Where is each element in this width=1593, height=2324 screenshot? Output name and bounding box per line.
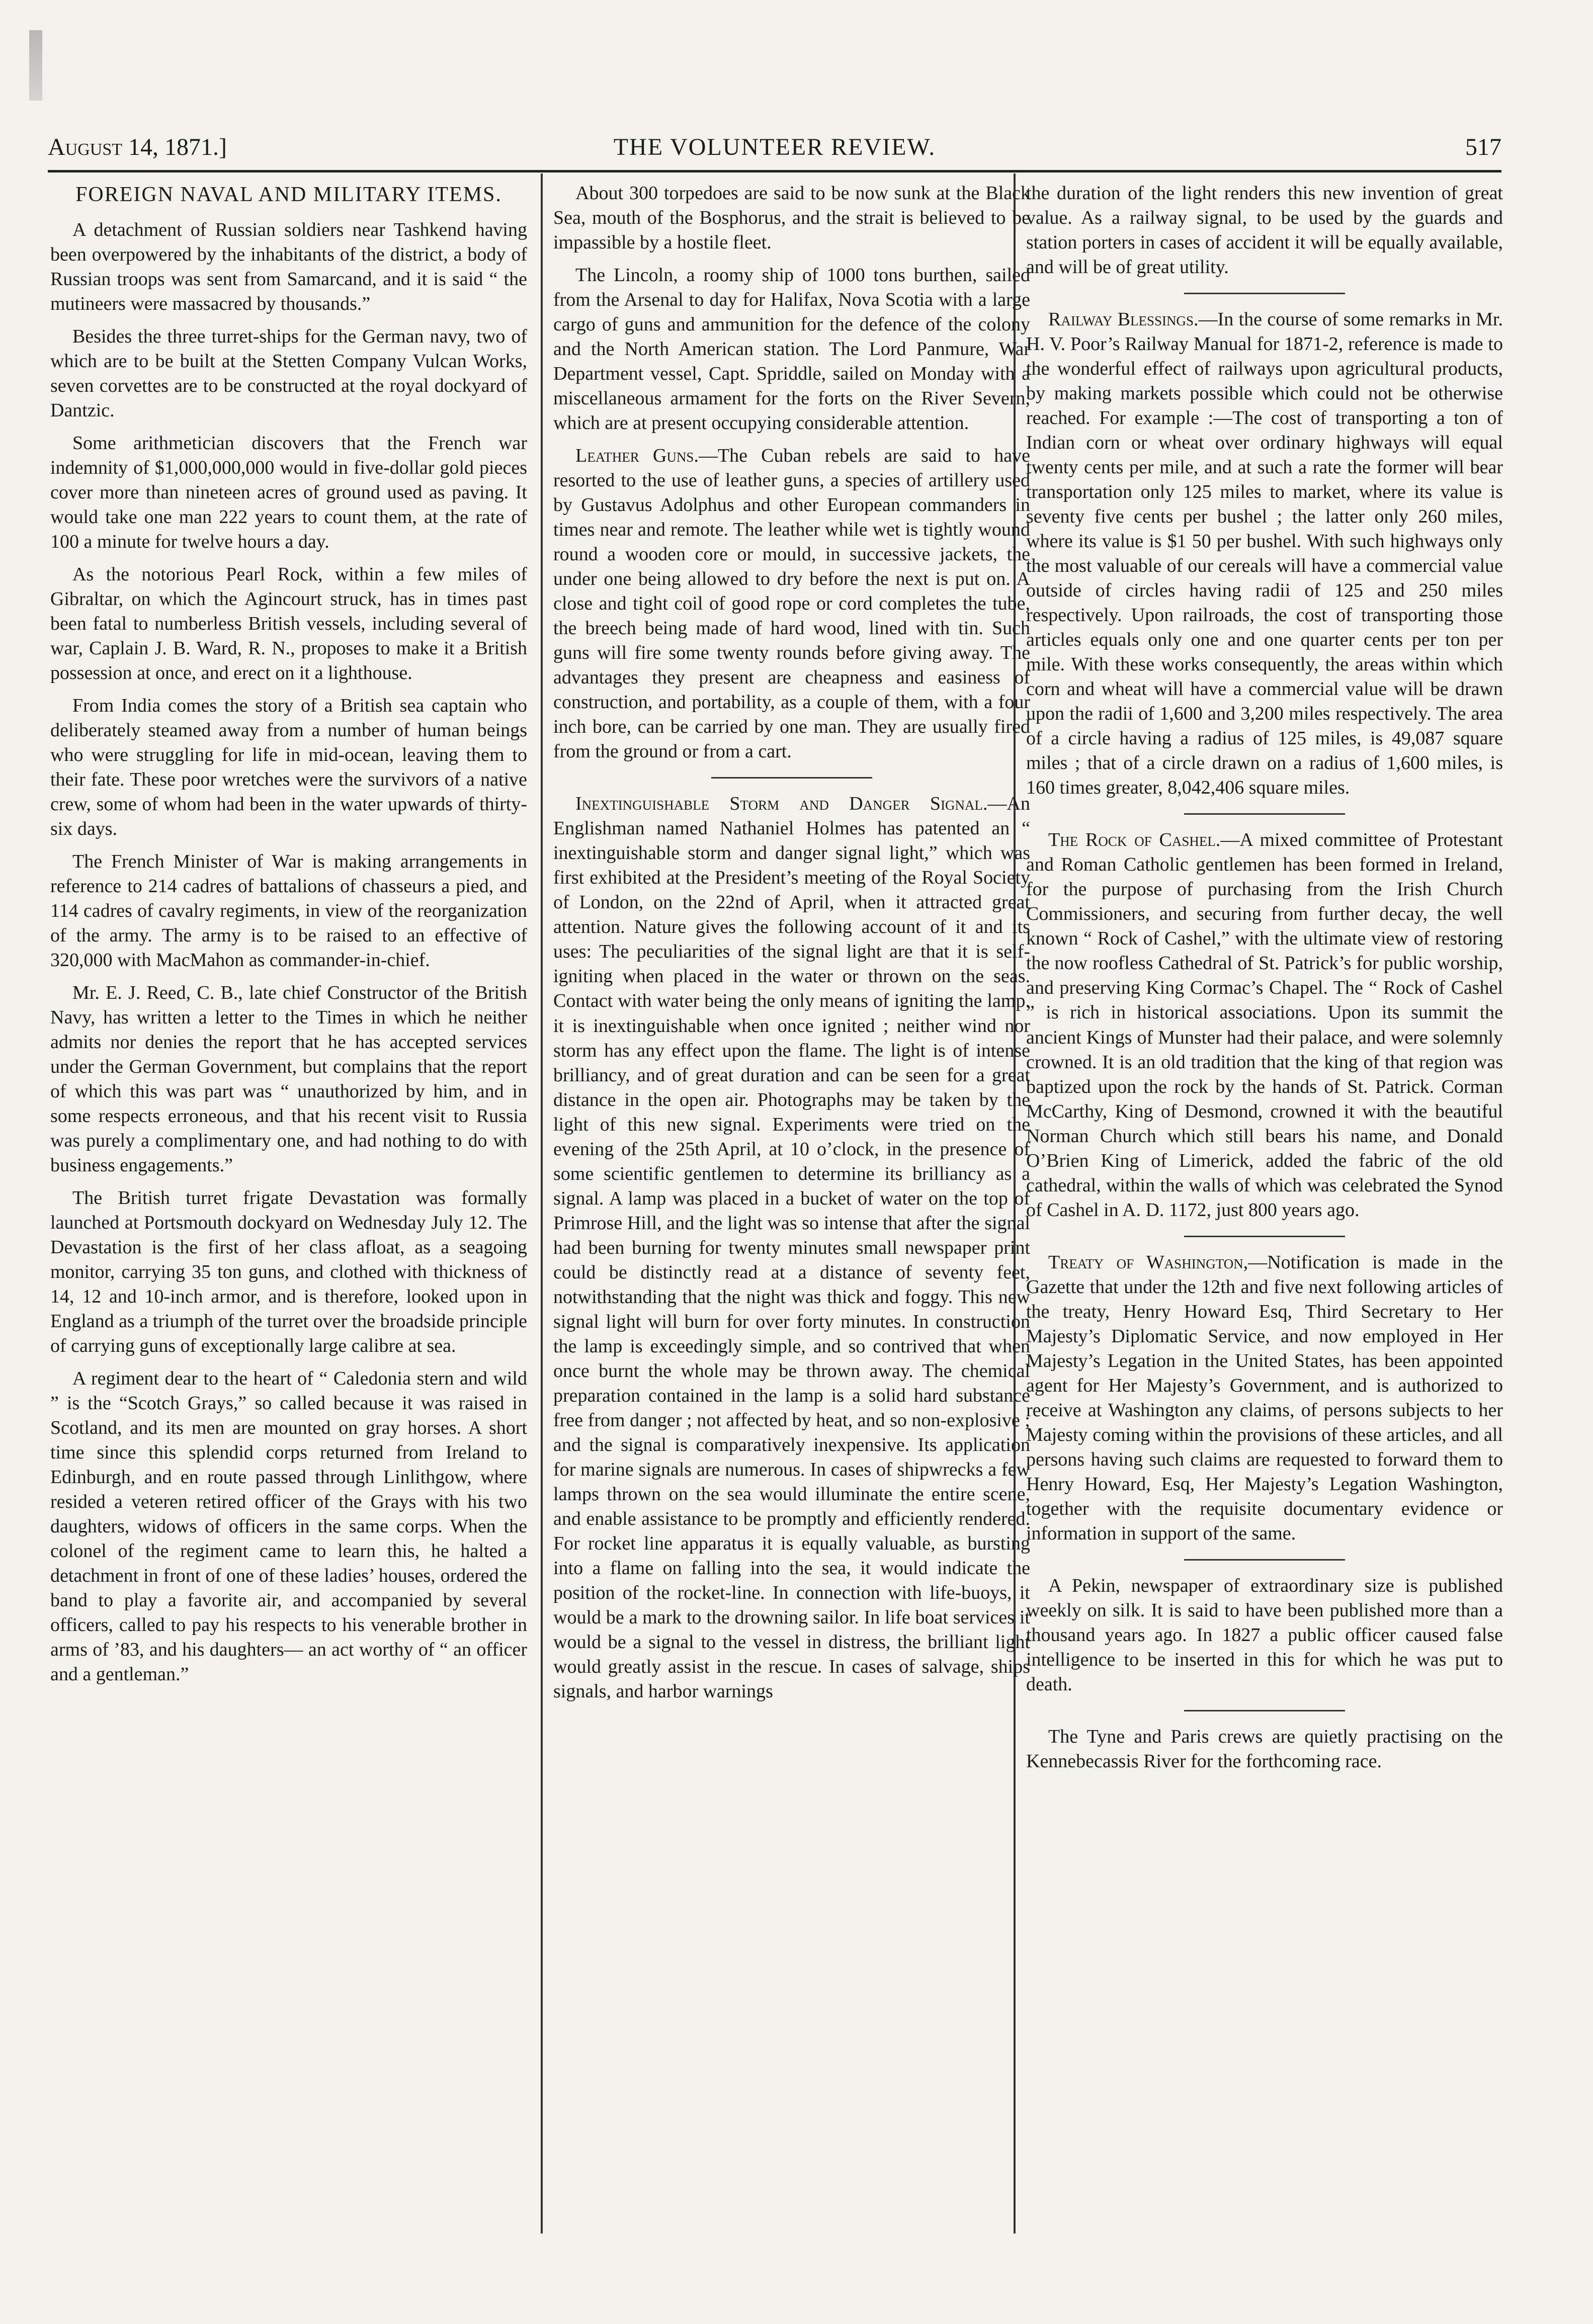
article-paragraph: From India comes the story of a British sea captain who deliberately steamed away from a number of human beings who were struggling for life in mid-ocean, leaving them to their fate. These poor wretches were the survivors of a native crew, some of whom had been in the water upwards of thirty-six days. [50, 695, 527, 839]
article-body: —In the course of some remarks in Mr. H. V. Poor’s Railway Manual for 1871-2, reference is made to the wonderful effect of railways upon agricultural products, by making markets possible which could not be otherwise reached. For example :—The cost of transporting a ton of Indian corn or wheat over ordinary highways will equal twenty cents per mile, and at such a rate the former will bear transportation only 125 miles to market, where its value is seventy five cents per bushel ; the latter only 260 miles, where its value is $1 50 per bushel. With such highways only the most valuable of our cereals will have a commercial value outside of circles having radii of 125 and 250 miles respectively. Upon railroads, the cost of transporting those articles equals only one and one quarter cents per ton per mile. With these works consequently, the areas within which corn and wheat will have a commercial value will be drawn upon the radii of 1,600 and 3,200 miles respectively. The area of a circle having a radius of 125 miles, is 49,087 square miles ; that of a circle drawn on a radius of 1,600 miles, is 160 times greater, 8,042,406 square miles. [1026, 309, 1503, 799]
article-body: —A mixed committee of Protestant and Roman Catholic gentlemen has been formed in Ireland, for the purpose of purchasing from the Irish Church Commissioners, and securing from further decay, the well known “ Rock of Cashel,” with the ultimate view of restoring the now roofless Cathedral of St. Patrick’s for public worship, and preserving King Cormac’s Chapel. The “ Rock of Cashel ” is rich in historical associations. Upon its summit the ancient Kings of Munster had their palace, and were solemnly crowned. It is an old tradition that the king of that region was baptized upon the rock by the hands of St. Patrick. Corman McCarthy, King of Desmond, crowned it with the beautiful Norman Church which still bears his name, and Donald O’Brien King of Limerick, added the fabric of the old cathedral, within the walls of which was celebrated the Synod of Cashel in A. D. 1172, just 800 years ago. [1026, 829, 1503, 1221]
article-tyne-paris: The Tyne and Paris crews are quietly practising on the Kennebecassis River for the forthcoming race. [1026, 1726, 1503, 1772]
article-paragraph: As the notorious Pearl Rock, within a few miles of Gibraltar, on which the Agincourt struck, has in times past been fatal to numberless British vessels, including several of war, Caplain J. B. Ward, R. N., proposes to make it a British possession at once, and erect on it a lighthouse. [50, 563, 527, 683]
column-3 [1026, 181, 1503, 2233]
article-body: —An Englishman named Nathaniel Holmes has patented an “ inextinguishable storm and danger signal light,” which was first exhibited at the President’s meeting of the Royal Society of London, on the 22nd of April, when it attracted great attention. Nature gives the following account of it and its uses: The peculiarities of the signal light are that it is self-igniting when placed in the water or thrown on the seas. Contact with water being the only means of igniting the lamp. it is inextinguishable when once ignited ; neither wind nor storm has any effect upon the flame. The light is of intense brilliancy, and of great duration and can be seen for a great distance in the open air. Photographs may be taken by the light of this new signal. Experiments were tried on the evening of the 25th April, at 10 o’clock, in the presence of some scientific gentlemen to determine its brilliancy as a signal. A lamp was placed in a bucket of water on the top of Primrose Hill, and the light was so intense that after the signal had been burning for twenty minutes small newspaper print could be distinctly read at a distance of seventy feet, notwithstanding that the night was thick and foggy. This new signal light will burn for over forty minutes. In construction the lamp is exceedingly simple, and so contrived that when once burnt the whole may be thrown away. The chemical preparation contained in the lamp is a solid hard substance free from danger ; not affected by heat, and so non-explosive ; and the signal is comparatively inexpensive. Its application for marine signals are numerous. In cases of shipwrecks a few lamps thrown on the sea would illuminate the entire scene, and enable assistance to be promptly and efficiently rendered. For rocket line apparatus it is equally valuable, as bursting into a flame on falling into the sea, it would indicate the position of the rocket-line. In connection with life-buoys, it would be a mark to the drowning sailor. In life boat services it would be a signal to the vessel in distress, the brilliant light would greatly assist in the rescue. In cases of salvage, ships signals, and harbor warnings [553, 793, 1030, 1702]
article-separator [1184, 1559, 1345, 1561]
article-storm-signal [553, 792, 1030, 1704]
article-separator [1184, 813, 1345, 815]
article-paragraph: Mr. E. J. Reed, C. B., late chief Constructor of the British Navy, has written a letter to the Times in which he neither admits nor denies the report that he has accepted services under the German Government, but complains that the report of which this was part was “ unauthorized by him, and in some respects erroneous, and that his recent visit to Russia was purely a complimentary one, and had nothing to do with business engagements.” [50, 982, 527, 1176]
article-paragraph: The French Minister of War is making arrangements in reference to 214 cadres of battalions of chasseurs a pied, and 114 cadres of cavalry regiments, in view of the reorganization of the army. The army is to be raised to an effective of 320,000 with MacMahon as commander-in-chief. [50, 850, 527, 971]
article-rock-of-cashel [1026, 828, 1503, 1222]
article-paragraph: Besides the three turret-ships for the German navy, two of which are to be built at the Stetten Company Vulcan Works, seven corvettes are to be constructed at the royal dockyard of Dantzic. [50, 325, 527, 421]
article-pekin: A Pekin, newspaper of extraordinary size is published weekly on silk. It is said to have been published more than a thousand years ago. In 1827 a public officer caused false intelligence to be inserted in this for which he was put to death. [1026, 1575, 1503, 1695]
page-number: 517 [1465, 134, 1501, 160]
article-paragraph: A regiment dear to the heart of “ Caledonia stern and wild ” is the “Scotch Grays,” so called because it was raised in Scotland, and its men are mounted on gray horses. A short time since this splendid corps returned from Ireland to Edinburgh, and en route passed through Linlithgow, where resided a veteren retired officer of the Grays with his two daughters, widows of officers in the same corps. When the colonel of the regiment came to learn this, he halted a detachment in front of one of these ladies’ houses, ordered the band to play a favorite air, and accompanied by several officers, called to pay his respects to his venerable brother in arms of ’83, and his daughters— an act worthy of “ an officer and a gentleman.” [50, 1368, 527, 1685]
column-1 [50, 181, 527, 2233]
article-lead: Leather Guns. [575, 445, 699, 467]
column-2 [553, 181, 1030, 2233]
article-treaty-of-washington [1026, 1250, 1503, 1546]
article-paragraph: About 300 torpedoes are said to be now sunk at the Black Sea, mouth of the Bosphorus, and the strait is believed to be impassible by a hostile fleet. [553, 183, 1030, 253]
article-paragraph: A detachment of Russian soldiers near Tashkend having been overpowered by the inhabitants of the district, a body of Russian troops was sent from Samarcand, and it is said “ the mutineers were massacred by thousands.” [50, 219, 527, 314]
article-lead: The Rock of Cashel. [1048, 829, 1221, 851]
article-continuation: the duration of the light renders this new invention of great value. As a railway signal, to be used by the guards and station porters in cases of accident it will be equally available, and will be of great utility. [1026, 183, 1503, 278]
article-railway-blessings [1026, 307, 1503, 800]
article-paragraph: The Lincoln, a roomy ship of 1000 tons burthen, sailed from the Arsenal to day for Halifax, Nova Scotia with a large cargo of guns and ammunition for the defence of the colony and the North American station. The Lord Panmure, War Department vessel, Capt. Spriddle, sailed on Monday with a miscellaneous armament for the forts on the River Severn, which are at present occupying considerable attention. [553, 265, 1030, 434]
article-separator [1184, 1710, 1345, 1711]
column-divider [541, 174, 543, 2233]
article-lead: Railway Blessings. [1048, 309, 1199, 330]
article-separator [1184, 1236, 1345, 1237]
article-leather-guns [553, 444, 1030, 764]
article-lead: Treaty of Washington, [1048, 1251, 1248, 1273]
article-body: —Notification is made in the Gazette that under the 12th and five next following articles of the treaty, Henry Howard Esq, Third Secretary to Her Majesty’s Diplomatic Service, and now employed in Her Majesty’s Legation in the United States, has been appointed agent for Her Majesty’s Government, and is authorized to receive at Washington any claims, of persons subjects to her Majesty coming within the provisions of these articles, and all persons having such claims are requested to forward them to Henry Howard, Esq, Her Majesty’s Legation Washington, together with the requisite documentary evidence or information in support of the same. [1026, 1251, 1503, 1544]
page-edge-mark [29, 30, 42, 101]
article-separator [711, 777, 872, 779]
issue-date: August 14, 1871.] [48, 134, 227, 160]
section-heading: FOREIGN NAVAL AND MILITARY ITEMS. [75, 183, 502, 206]
page-header [48, 130, 1501, 165]
article-paragraph: The British turret frigate Devastation was formally launched at Portsmouth dockyard on Wednesday July 12. The Devastation is the first of her class afloat, as a seagoing monitor, carrying 35 ton guns, and clothed with thickness of 14, 12 and 10-inch armor, and is therefore, looked upon in England as a triumph of the turret over the broadside principle of carrying guns of exceptionally large calibre at sea. [50, 1187, 527, 1357]
header-rule [48, 170, 1501, 173]
article-body: —The Cuban rebels are said to have resorted to the use of leather guns, a species of artillery used by Gustavus Adolphus and other European commanders in times near and remote. The leather while wet is tightly wound round a wooden core or mould, in successive jackets, the under one being allowed to dry before the next is put on. A close and tight coil of good rope or cord completes the tube, the breech being made of hard wood, lined with tin. Such guns will fire some twenty rounds before giving away. The advantages they present are cheapness and easiness of construction, and portability, as a couple of them, with a four inch bore, can be carried by one man. They are usually fired from the ground or from a cart. [553, 445, 1030, 762]
article-lead: Inextinguishable Storm and Danger Signal. [575, 793, 988, 815]
article-separator [1184, 293, 1345, 294]
newspaper-title: THE VOLUNTEER REVIEW. [613, 134, 936, 160]
article-paragraph: Some arithmetician discovers that the French war indemnity of $1,000,000,000 would in five-dollar gold pieces cover more than nineteen acres of ground used as paving. It would take one man 222 years to count them, at the rate of 100 a minute for twelve hours a day. [50, 432, 527, 552]
